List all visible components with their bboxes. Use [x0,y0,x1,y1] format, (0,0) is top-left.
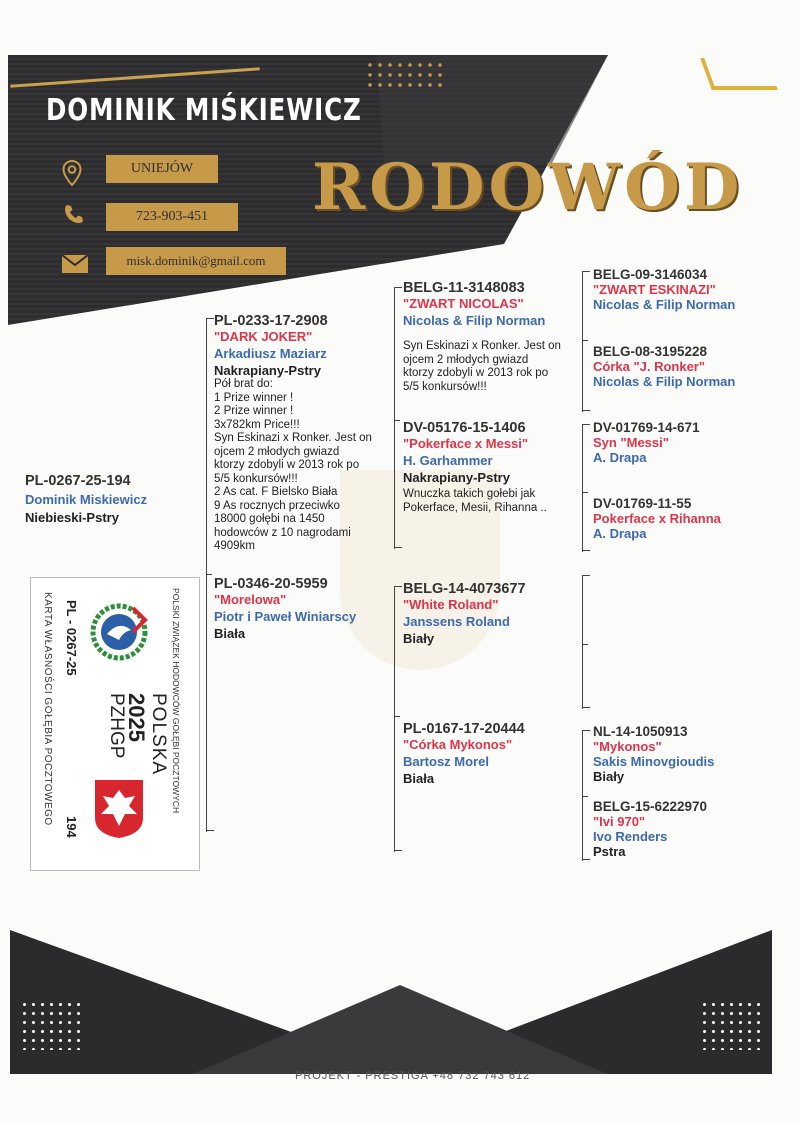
ggp-owner: Nicolas & Filip Norman [593,297,736,312]
gp-ring: PL-0167-17-20444 [403,721,525,737]
dot-pattern [365,60,445,90]
ggp-entry [593,496,793,541]
ggp-ring: BELG-15-6222970 [593,799,708,814]
ggp-name: "Ivi 970" [593,814,646,829]
sire-ring: PL-0233-17-2908 [214,313,328,329]
dam-ring: PL-0346-20-5959 [214,576,328,592]
city-box: UNIEJÓW [106,155,218,183]
sire-entry [214,314,390,554]
ggp-name: Syn "Messi" [593,435,669,450]
location-pin-icon [62,160,82,192]
parent-bracket [206,318,207,832]
sire-name: "DARK JOKER" [214,329,313,344]
ggp-entry [593,267,793,312]
dam-color: Biała [214,626,246,641]
gp-name: "ZWART NICOLAS" [403,296,524,311]
bracket-tick [206,574,212,575]
ggp-name: Córka "J. Ronker" [593,359,706,374]
sire-color: Nakrapiany-Pstry [214,363,321,378]
ggp-name: "ZWART ESKINAZI" [593,282,716,297]
bracket-tick [582,492,588,493]
ggp-owner: A. Drapa [593,526,647,541]
ggp-ring: DV-01769-14-671 [593,420,700,435]
bracket-tick [394,716,400,717]
gp-owner: Nicolas & Filip Norman [403,313,546,328]
ggp-entry [593,420,793,465]
mail-icon [62,253,88,279]
ggp-entry [593,799,793,859]
gp-ring: BELG-11-3148083 [403,280,525,296]
gp-notes: Syn Eskinazi x Ronker. Jest on ojcem 2 młodych gwiazd ktorzy zdobyli w 2013 rok po 5/5 konkursów!!! [403,340,561,393]
breeder-name: DOMINIK MIŚKIEWICZ [46,93,362,128]
subject-ring: PL-0267-25-194 [25,473,131,489]
grandparent-entry [403,582,579,646]
card-year: 2025 [124,693,149,742]
gp2-bracket [582,424,583,552]
card-ring-number: 194 [64,816,79,838]
corner-accent [700,58,778,90]
polish-eagle-icon [91,778,147,840]
footer-dots-left [20,1000,80,1050]
page-title: RODOWÓD [312,150,744,225]
dam-entry [214,577,390,641]
gp-owner: Bartosz Morel [403,754,489,769]
ggp-name: Pokerface x Rihanna [593,511,721,526]
dam-owner: Piotr i Paweł Winiarscy [214,609,357,624]
bracket-tick [582,340,588,341]
gp-name: "Córka Mykonos" [403,737,513,752]
sire-owner: Arkadiusz Maziarz [214,346,327,361]
ggp-ring: NL-14-1050913 [593,724,688,739]
gp-name: "Pokerface x Messi" [403,436,529,451]
ggp-owner: Sakis Minovgioudis [593,754,715,769]
gp3-bracket [582,575,583,709]
footer-credit: PROJEKT - PRESTIGA +48 732 743 612 [295,1070,531,1082]
ggp-ring: BELG-08-3195228 [593,344,708,359]
ggp-entry [593,344,793,389]
bracket-tick [394,420,400,421]
subject-color: Niebieski-Pstry [25,510,119,525]
card-ring-prefix: PL - 0267-25 [64,600,79,676]
grandparent-entry [403,421,579,515]
ggp-name: "Mykonos" [593,739,662,754]
sire-bracket [394,287,395,549]
ggp-owner: Nicolas & Filip Norman [593,374,736,389]
grandparent-entry [403,281,579,394]
card-caption: KARTA WŁASNOŚCI GOŁĘBIA POCZTOWEGO [42,592,53,826]
footer-dots-right [700,1000,760,1050]
dam-name: "Morelowa" [214,592,287,607]
grandparent-entry [403,722,579,786]
ggp-color: Pstra [593,844,626,859]
gp-notes: Wnuczka takich gołebi jak Pokerface, Mesii, Rihanna .. [403,488,547,514]
gp-color: Biały [403,631,435,646]
bracket-tick [582,644,588,645]
email-box: misk.dominik@gmail.com [106,247,286,275]
ggp-ring: BELG-09-3146034 [593,267,708,282]
ownership-card [30,577,200,871]
card-abbr: PZHGP [106,693,127,759]
ggp-ring: DV-01769-11-55 [593,496,692,511]
gp-color: Biała [403,771,435,786]
ggp-owner: A. Drapa [593,450,647,465]
gp-color: Nakrapiany-Pstry [403,470,510,485]
ggp-entry [593,724,793,784]
dam-bracket [394,586,395,852]
subject-owner: Dominik Miskiewicz [25,492,148,507]
gp-owner: Janssens Roland [403,614,510,629]
gp-ring: DV-05176-15-1406 [403,420,526,436]
ggp-color: Biały [593,769,625,784]
gp-owner: H. Garhammer [403,453,493,468]
pzhgp-logo-icon [89,600,149,664]
subject-entry [25,474,147,525]
bracket-tick [582,796,588,797]
gp1-bracket [582,271,583,412]
gp-ring: BELG-14-4073677 [403,581,526,597]
card-country: POLSKA [148,693,169,776]
phone-box: 723-903-451 [106,203,238,231]
ggp-owner: Ivo Renders [593,829,668,844]
phone-icon [63,203,85,231]
card-org: POLSKI ZWIĄZEK HODOWCÓW GOŁĘBI POCZTOWYCH [171,588,181,814]
gp-name: "White Roland" [403,597,499,612]
sire-notes: Pół brat do: 1 Prize winner ! 2 Prize winner ! 3x782km Price!!! Syn Eskinazi x Ronker. Jest on ojcem 2 młodych gwiazd ktorzy zdobyli w 2013 rok po 5/5 konkursów!!! 2 As cat. F Bielsko Biała 9 As rocznych przeciwko 18000 gołębi na 1450 hodowców z 10 nagrodami 4909km [214,378,372,552]
